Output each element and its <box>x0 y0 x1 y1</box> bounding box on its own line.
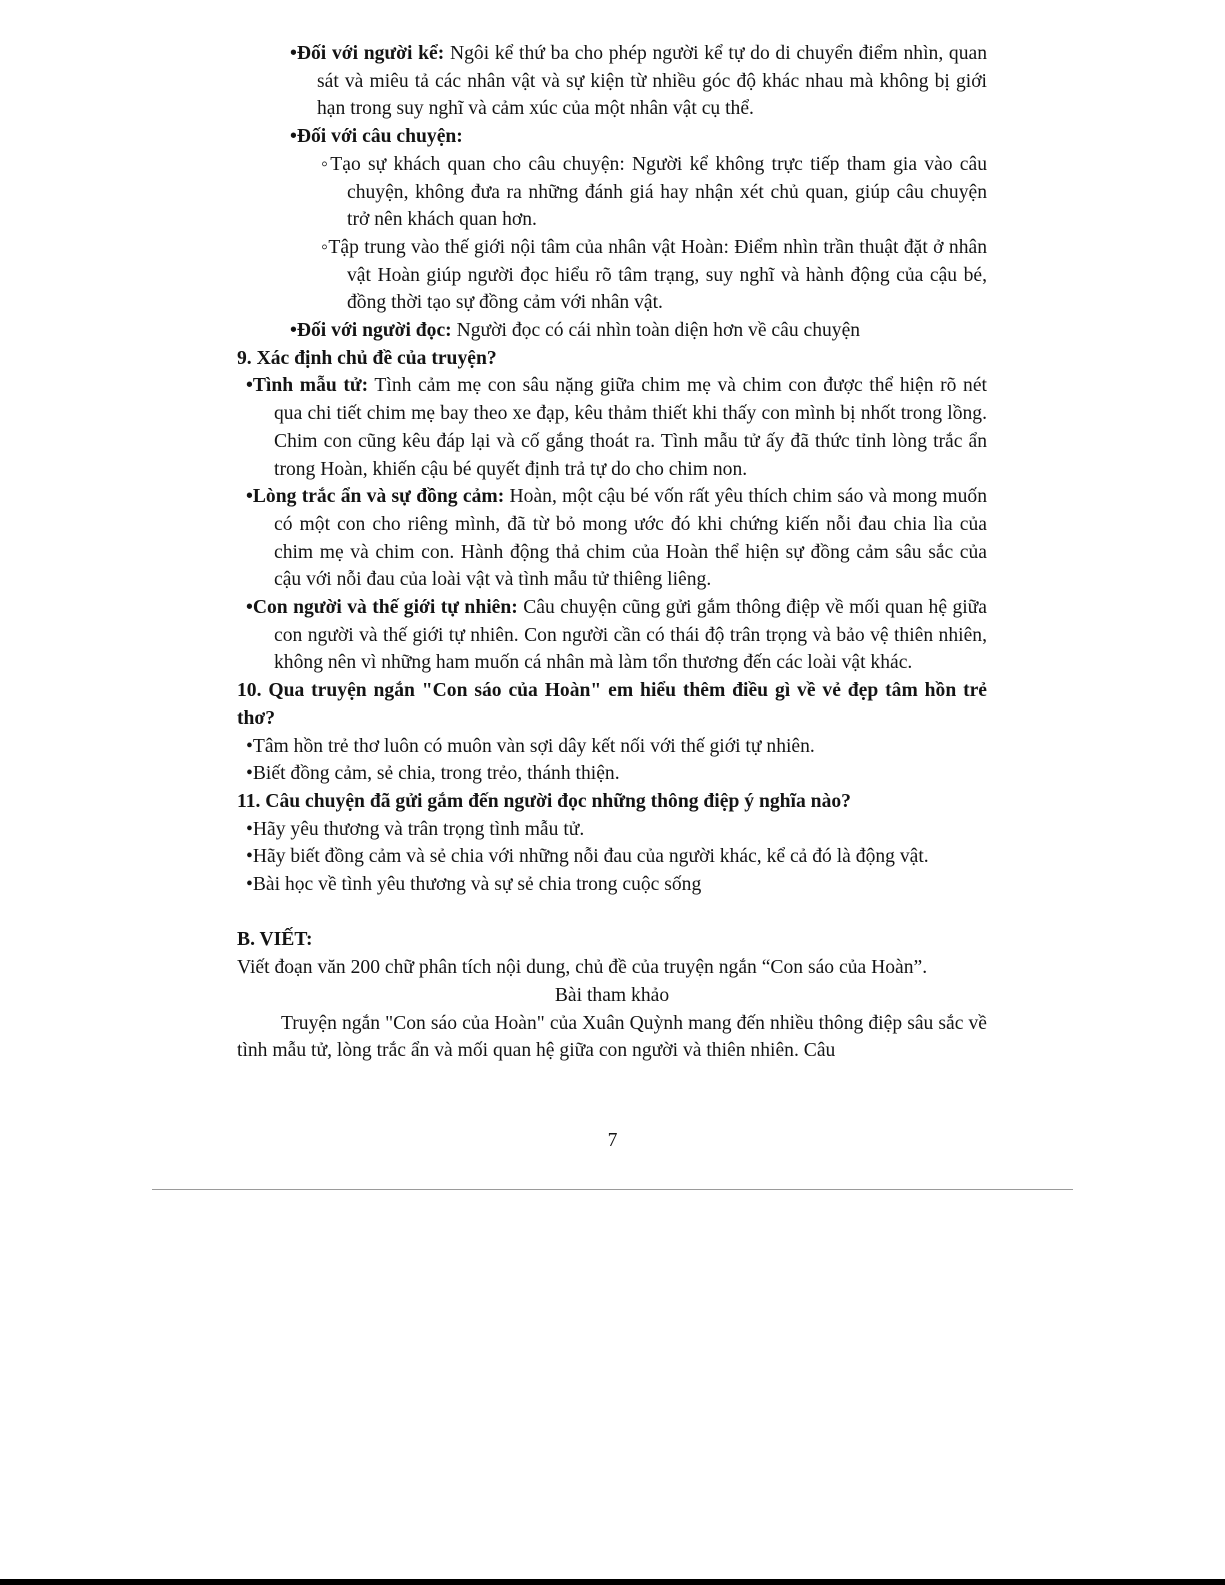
writing-task: Viết đoạn văn 200 chữ phân tích nội dung, chủ đề của truyện ngắn “Con sáo của Hoàn”. <box>237 957 928 979</box>
answer-10b: •Biết đồng cảm, sẻ chia, trong trẻo, thánh thiện. <box>246 763 620 785</box>
reference-paragraph: Truyện ngắn "Con sáo của Hoàn" của Xuân Quỳnh mang đến nhiều thông điệp sâu sắc về tình mẫu tử, lòng trắc ẩn và mối quan hệ giữa con người và thiên nhiên. Câu <box>237 1012 987 1062</box>
page-divider <box>152 1189 1073 1190</box>
reference-title: Bài tham khảo <box>554 984 670 1006</box>
item-text: Câu chuyện cũng gửi gắm thông điệp về mối quan hệ giữa con người và thế giới tự nhiên. Con người cần có thái độ trân trọng và bảo vệ thiên nhiên, không nên vì những ham muốn cá nhân mà làm tổn thương đến các loài vật khác. <box>274 597 987 674</box>
subitem-objectivity: ◦Tạo sự khách quan cho câu chuyện: Người kể không trực tiếp tham gia vào câu chuyện, không đưa ra những đánh giá hay nhận xét chủ quan, giúp câu chuyện trở nên khách quan hơn. <box>321 153 987 231</box>
item-label: •Đối với câu chuyện: <box>290 126 463 148</box>
item-text: Hoàn, một cậu bé vốn rất yêu thích chim sáo và mong muốn có một con cho riêng mình, đã từ bỏ mong ước đó khi chứng kiến nỗi đau chia lìa của chim mẹ và chim con. Hành động thả chim của Hoàn thể hiện sự đồng cảm sâu sắc của cậu với nỗi đau của loài vật và tình mẫu tử thiêng liêng. <box>274 486 987 591</box>
item-text: Ngôi kể thứ ba cho phép người kể tự do di chuyển điểm nhìn, quan sát và miêu tả các nhân vật và sự kiện từ nhiều góc độ khác nhau mà không bị giới hạn trong suy nghĩ và cảm xúc của một nhân vật cụ thể. <box>317 43 987 120</box>
theme-compassion <box>237 483 987 594</box>
item-label: •Lòng trắc ẩn và sự đồng cảm: <box>246 486 505 508</box>
item-text: Người đọc có cái nhìn toàn diện hơn về câu chuyện <box>451 320 861 342</box>
item-label: •Tình mẫu tử: <box>246 375 369 397</box>
theme-motherhood <box>237 372 987 483</box>
item-label: •Đối với người kể: <box>290 43 445 64</box>
answer-11c: •Bài học về tình yêu thương và sự sẻ chia trong cuộc sống <box>246 874 702 896</box>
page-number: 7 <box>607 1130 618 1151</box>
question-9: 9. Xác định chủ đề của truyện? <box>237 347 497 369</box>
item-reader <box>237 317 987 345</box>
section-heading: B. VIẾT: <box>237 929 313 951</box>
subitem-inner-world: ◦Tập trung vào thế giới nội tâm của nhân vật Hoàn: Điểm nhìn trần thuật đặt ở nhân vật Hoàn giúp người đọc hiểu rõ tâm trạng, suy nghĩ và hành động của cậu bé, đồng thời tạo sự đồng cảm với nhân vật. <box>321 236 987 314</box>
page-body <box>237 40 987 1065</box>
question-11: 11. Câu chuyện đã gửi gắm đến người đọc những thông điệp ý nghĩa nào? <box>237 790 851 812</box>
answer-10a: •Tâm hồn trẻ thơ luôn có muôn vàn sợi dây kết nối với thế giới tự nhiên. <box>246 735 815 757</box>
spacer <box>237 899 987 927</box>
bottom-border <box>0 1579 1225 1585</box>
item-narrator <box>237 40 987 123</box>
item-text: Tình cảm mẹ con sâu nặng giữa chim mẹ và chim con được thể hiện rõ nét qua chi tiết chim mẹ bay theo xe đạp, kêu thảm thiết khi thấy con mình bị nhốt trong lồng. Chim con cũng kêu đáp lại và cố gắng thoát ra. Tình mẫu tử ấy đã thức tỉnh lòng trắc ẩn trong Hoàn, khiến cậu bé quyết định trả tự do cho chim non. <box>274 375 987 480</box>
answer-11b: •Hãy biết đồng cảm và sẻ chia với những nỗi đau của người khác, kể cả đó là động vật. <box>246 846 929 868</box>
theme-nature <box>237 594 987 677</box>
item-label: •Đối với người đọc: <box>290 320 452 342</box>
item-label: •Con người và thế giới tự nhiên: <box>246 597 518 619</box>
question-10: 10. Qua truyện ngắn "Con sáo của Hoàn" em hiểu thêm điều gì về vẻ đẹp tâm hồn trẻ thơ? <box>237 680 987 729</box>
item-story <box>237 123 987 151</box>
answer-11a: •Hãy yêu thương và trân trọng tình mẫu tử. <box>246 818 585 840</box>
